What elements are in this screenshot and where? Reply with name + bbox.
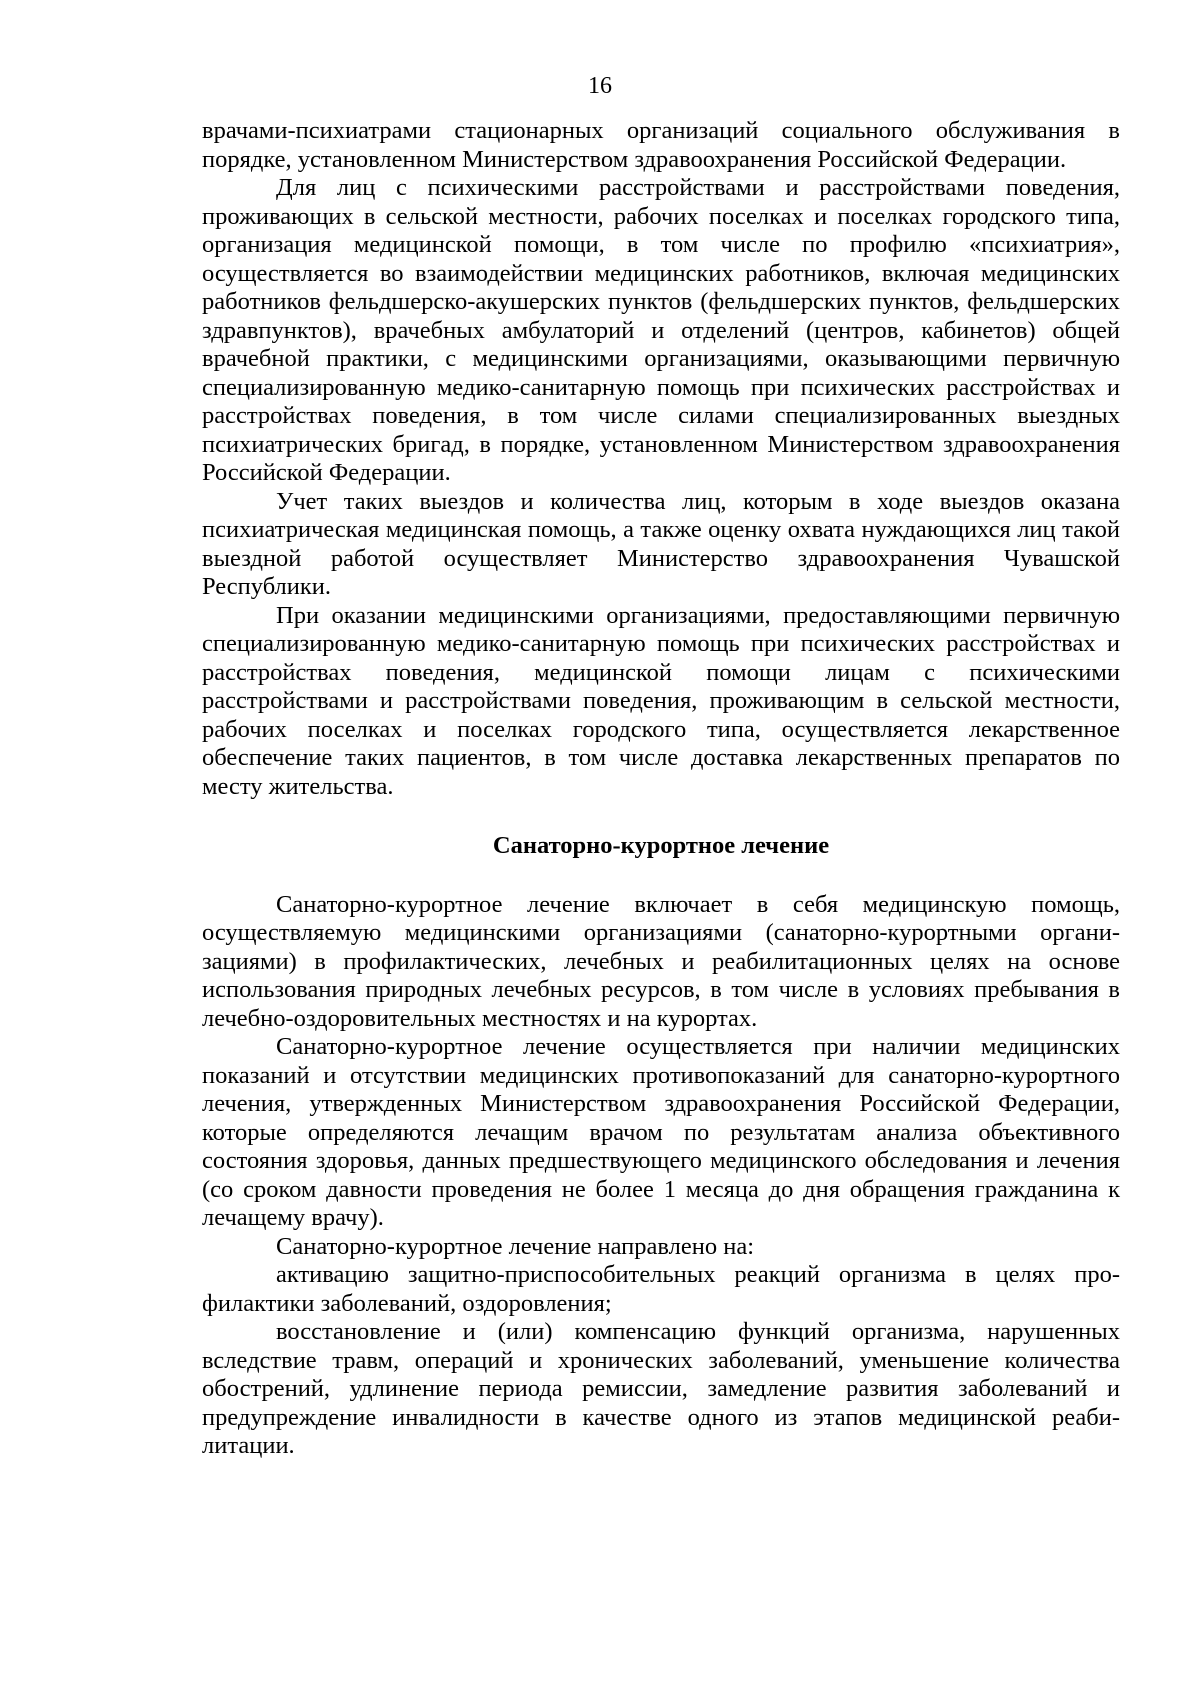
paragraph-spa-indications: Санаторно-курортное лечение осуществляется при наличии медицинских показаний и отсутствии медицинских противопоказаний для санаторно-курортного лечения, утвержденных Министерством здравоохранения Российской Федерации, которые определяются лечащим врачом по результатам анализа объективного состояния здоровья, данных предшествующего медицинского обследования и лечения (со сроком давности проведения не более 1 месяца до дня обращения гражданина к лечащему врачу).	[202, 1033, 1120, 1231]
paragraph-spa-aims-intro: Санаторно-курортное лечение направлено на:	[276, 1232, 755, 1260]
paragraph-rural-care: Для лиц с психическими расстройствами и расстройствами поведения, проживающих в сельской местности, рабочих поселках и поселках городского типа, организация медицинской помощи, в том числе по профилю «психиатрия», осуществляется во взаимодействии медицинских работников, включая медицинских работников фельдшерско-акушерских пунктов (фельдшерских пунктов, фельдшерских здравпунктов), врачебных амбулаторий и отделений (центров, кабинетов) общей врачебной практики, с медицинскими организациями, оказывающими первичную специализированную медико-санитарную помощь при психических расстройствах и расстройствах поведения, в том числе силами специализированных выездных психиатрических бригад, в порядке, установленном Министерством здравоохранения Российской Федерации.	[202, 174, 1120, 486]
page-number: 16	[588, 73, 612, 99]
list-item-restoration: восстановление и (или) компенсацию функций организма, нарушенных вследствие травм, операций и хронических заболеваний, уменьшение количества обострений, удлинение периода ремиссии, замедление развития заболеваний и предупреждение инвалидности в качестве одного из этапов медицинской реабилитации.	[202, 1318, 1120, 1459]
paragraph-spa-definition: Санаторно-курортное лечение включает в себя медицинскую помощь, осуществляемую медицинскими организациями (санаторно-курортными организациями) в профилактических, лечебных и реабилитационных целях на основе использования природных лечебных ресурсов, в том числе в условиях пребывания в лечебно-оздоровительных местностях и на курортах.	[202, 890, 1120, 1032]
document-body	[202, 117, 1120, 1461]
paragraph-visit-accounting: Учет таких выездов и количества лиц, которым в ходе выездов оказана психиатрическая медицинская помощь, а также оценку охвата нуждающихся лиц такой выездной работой осуществляет Министерство здравоохранения Чувашской Республики.	[202, 487, 1120, 600]
list-item-activation: активацию защитно-приспособительных реакций организма в целях профилактики заболеваний, оздоровления;	[202, 1261, 1120, 1317]
paragraph-continued: врачами-психиатрами стационарных организаций социального обслуживания в порядке, установленном Министерством здравоохранения Российской Федерации.	[202, 117, 1120, 173]
section-heading: Санаторно-курортное лечение	[492, 832, 830, 859]
paragraph-drug-supply: При оказании медицинскими организациями, предоставляющими первичную специализированную медико-санитарную помощь при психических расстройствах и расстройствах поведения, медицинской помощи лицам с психическими расстройствами и расстройствами поведения, проживающим в сельской местности, рабочих поселках и поселках городского типа, осуществляется лекарственное обеспечение таких пациентов, в том числе доставка лекарственных препаратов по месту жительства.	[202, 601, 1120, 800]
